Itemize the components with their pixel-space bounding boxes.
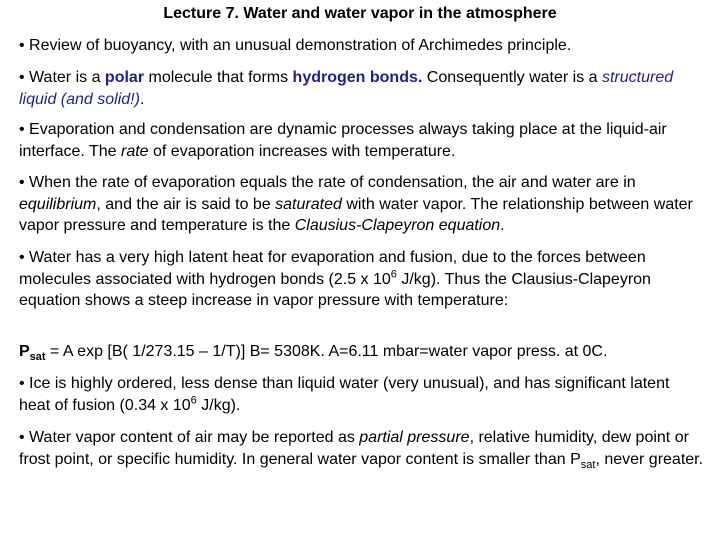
term-hydrogen-bonds: hydrogen bonds. <box>292 69 423 86</box>
paragraph-vapor-content <box>19 427 704 470</box>
text-segment: , and the air is said to be <box>96 195 276 213</box>
text-segment: Consequently water is a <box>422 69 602 86</box>
text-segment: of evaporation increases with temperature. <box>148 142 456 160</box>
paragraph-ice <box>19 373 704 416</box>
text-segment: , never greater. <box>595 450 704 468</box>
equation-psat <box>19 341 704 363</box>
psat-symbol: P <box>19 343 30 360</box>
term-clausius-clapeyron: Clausius-Clapeyron equation <box>294 217 501 235</box>
text-segment: • When the rate of evaporation equals the rate of condensation, the air and water are in <box>19 174 636 191</box>
page-title: Lecture 7. Water and water vapor in the atmosphere <box>163 5 557 22</box>
text-segment: molecule that forms <box>144 69 293 86</box>
paragraph-latent-heat <box>19 247 704 312</box>
text-segment: • Water vapor content of air may be reported as <box>19 429 360 446</box>
exponent: 6 <box>390 268 397 281</box>
exponent: 6 <box>190 394 197 407</box>
psat-subscript: sat <box>29 351 46 364</box>
text-segment: J/kg). Thus the Clausius-Clapeyron equation shows a steep increase in vapor pressure with temperature: <box>19 270 651 310</box>
text-segment: . <box>139 90 145 108</box>
text-segment: J/kg). <box>196 396 241 414</box>
psat-subscript: sat <box>580 458 596 471</box>
text-segment: , relative humidity, dew point or frost point, or specific humidity. In general water vapor content is smaller than P <box>19 429 689 468</box>
term-structured-liquid: structured liquid (and solid!) <box>19 69 674 108</box>
equation-text: = A exp [B( 1/273.15 – 1/T)] B= 5308K. A=6.11 mbar=water vapor press. at 0C. <box>45 343 608 360</box>
text-segment: • Ice is highly ordered, less dense than liquid water (very unusual), and has significant latent heat of fusion (0.34 x 10 <box>19 375 670 414</box>
text-segment: . <box>500 217 505 235</box>
text-segment: • Evaporation and condensation are dynamic processes always taking place at the liquid-air interface. The <box>19 121 667 160</box>
text-segment: • Water has a very high latent heat for evaporation and fusion, due to the forces between molecules associated with hydrogen bonds (2.5 x 10 <box>19 249 646 288</box>
text-segment: with water vapor. The relationship between water vapor pressure and temperature is the <box>19 195 693 235</box>
term-equilibrium: equilibrium <box>19 195 97 213</box>
paragraph-evaporation <box>19 119 704 162</box>
term-rate: rate <box>120 142 149 160</box>
paragraph-polar-molecule <box>19 67 704 110</box>
term-polar: polar <box>104 69 145 86</box>
text-segment: • Water is a <box>19 69 105 86</box>
paragraph-equilibrium <box>19 172 704 237</box>
term-partial-pressure: partial pressure <box>359 429 470 446</box>
term-saturated: saturated <box>275 195 342 213</box>
paragraph-buoyancy: • Review of buoyancy, with an unusual demonstration of Archimedes principle. <box>19 37 572 54</box>
